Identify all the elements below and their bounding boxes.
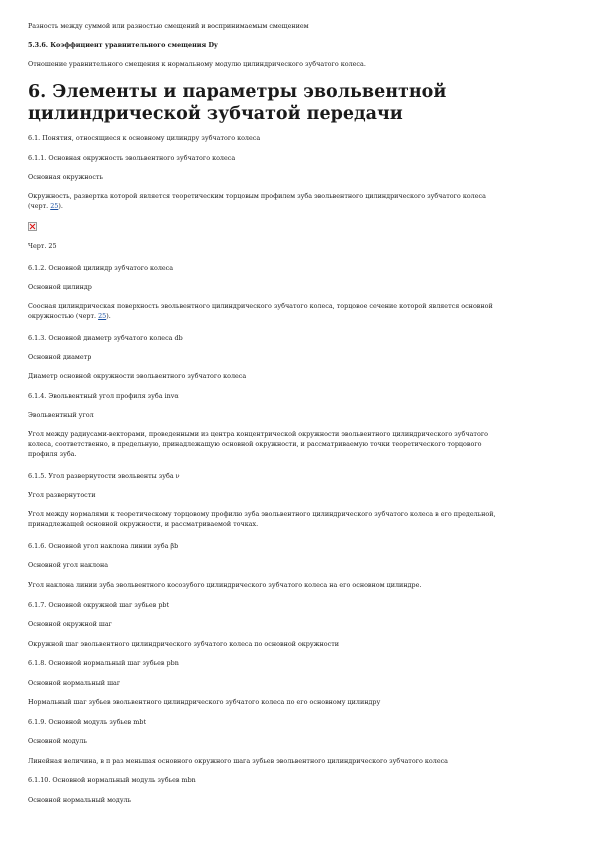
definition-text: Угол между нормалями к теоретическому торцовому профилю зуба эвольвентного цилиндрического зубчатого колеса в его предельной, bbox=[28, 510, 496, 518]
term-heading: 5.3.6. Коэффициент уравнительного смещения Dy bbox=[28, 41, 218, 49]
definition-text: Угол наклона линии зуба эвольвентного косозубого цилиндрического зубчатого колеса на его основном цилиндре. bbox=[28, 581, 422, 589]
definition-text: окружностью (черт. 25). bbox=[28, 312, 111, 320]
term-heading: 6.1.7. Основной окружной шаг зубьев pbt bbox=[28, 601, 170, 609]
definition-text: Соосная цилиндрическая поверхность эвольвентного цилиндрического зубчатого колеса, торцовое сечение которой является основной bbox=[28, 302, 493, 310]
definition-text: Линейная величина, в π раз меньшая основного окружного шага зубьев эвольвентного цилиндрического зубчатого колеса bbox=[28, 757, 448, 765]
figure-link[interactable]: 25 bbox=[98, 312, 107, 320]
definition-text: (черт. 25). bbox=[28, 202, 63, 210]
figure-link[interactable]: 25 bbox=[50, 202, 59, 210]
term-heading: 6.1.6. Основной угол наклона линии зуба βb bbox=[28, 542, 179, 550]
definition-text: принадлежащей основной окружности, и рассматриваемой точках. bbox=[28, 520, 259, 528]
text-line: Разность между суммой или разностью смещений и воспринимаемым смещением bbox=[28, 22, 309, 30]
term-name: Основной нормальный шаг bbox=[28, 679, 121, 687]
term-name: Угол развернутости bbox=[28, 491, 96, 499]
figure-caption: Черт. 25 bbox=[28, 242, 57, 250]
definition-text: колеса, соответственно, в предельную, принадлежащую основной окружности, и рассматриваемую точки теоретического торцового bbox=[28, 440, 482, 448]
term-heading: 6.1.1. Основная окружность эвольвентного зубчатого колеса bbox=[28, 154, 236, 162]
term-name: Основной диаметр bbox=[28, 353, 92, 361]
definition-text: Окружность, развертка которой является теоретическим торцовым профилем зуба эвольвентного цилиндрического зубчатого колеса bbox=[28, 192, 486, 200]
term-heading: 6.1.2. Основной цилиндр зубчатого колеса bbox=[28, 264, 174, 272]
term-heading: 6.1.4. Эвольвентный угол профиля зуба invα bbox=[28, 392, 179, 400]
definition-text: Отношение уравнительного смещения к нормальному модулю цилиндрического зубчатого колеса. bbox=[28, 60, 366, 68]
term-name: Основной нормальный модуль bbox=[28, 796, 132, 804]
term-heading: 6.1.9. Основной модуль зубьев mbt bbox=[28, 718, 147, 726]
definition-text: Нормальный шаг зубьев эвольвентного цилиндрического зубчатого колеса по его основному цилиндру bbox=[28, 698, 381, 706]
term-name: Основной окружной шаг bbox=[28, 620, 112, 628]
term-heading: 6.1.8. Основной нормальный шаг зубьев pbn bbox=[28, 659, 179, 667]
subsection-heading: 6.1. Понятия, относящиеся к основному цилиндру зубчатого колеса bbox=[28, 134, 261, 142]
term-name: Основной модуль bbox=[28, 737, 87, 745]
definition-text: Угол между радиусами-векторами, проведенными из центра концентрической окружности эвольвентного цилиндрического зубчатого bbox=[28, 430, 489, 438]
definition-text: Диаметр основной окружности эвольвентного зубчатого колеса bbox=[28, 372, 247, 380]
term-heading: 6.1.5. Угол развернутости эвольвенты зуба ν bbox=[28, 472, 180, 480]
definition-text: профиля зуба. bbox=[28, 450, 77, 458]
broken-image-icon bbox=[28, 222, 37, 231]
section-heading: 6. Элементы и параметры эвольвентной цилиндрической зубчатой передачи bbox=[28, 82, 447, 124]
term-name: Основная окружность bbox=[28, 173, 103, 181]
term-heading: 6.1.3. Основной диаметр зубчатого колеса db bbox=[28, 334, 183, 342]
term-name: Основной цилиндр bbox=[28, 283, 92, 291]
term-heading: 6.1.10. Основной нормальный модуль зубьев mbn bbox=[28, 776, 196, 784]
term-name: Основной угол наклона bbox=[28, 561, 109, 569]
term-name: Эвольвентный угол bbox=[28, 411, 94, 419]
definition-text: Окружной шаг эвольвентного цилиндрического зубчатого колеса по основной окружности bbox=[28, 640, 340, 648]
